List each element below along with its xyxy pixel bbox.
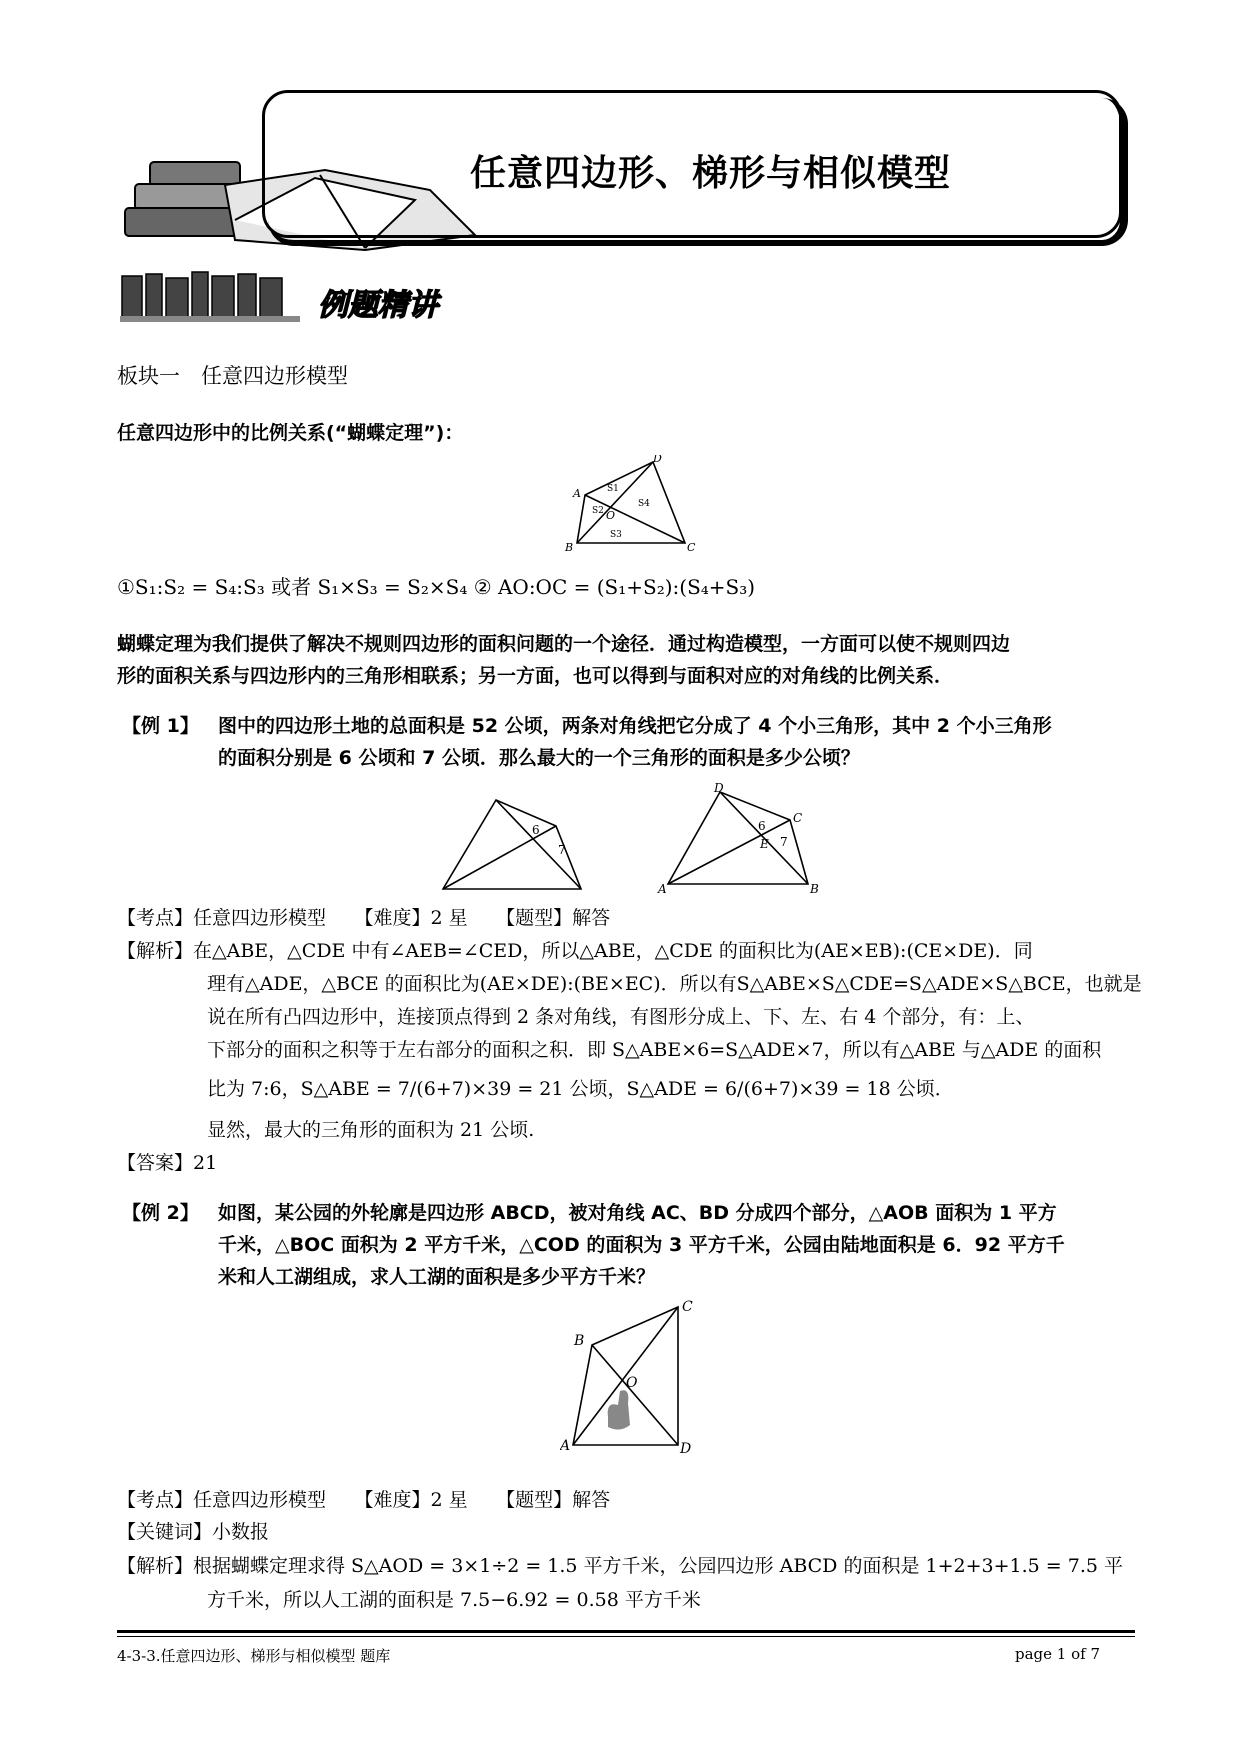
example2-figure — [560, 1295, 710, 1455]
fig3-label-O: O — [626, 1375, 638, 1391]
example1-figure-right — [650, 780, 830, 895]
footer-left: 4-3-3.任意四边形、梯形与相似模型 题库 — [117, 1647, 391, 1665]
example1-solution-5: 比为 7:6，S△ABE = 7/(6+7)×39 = 21 公顷，S△ADE = 6/(6+7)×39 = 18 公顷． — [207, 1078, 954, 1100]
fig3-label-D: D — [680, 1441, 692, 1455]
example1-solution-3: 说在所有凸四边形中，连接顶点得到 2 条对角线，有图形分成上、下、左、右 4 个部分，有：上、 — [207, 1006, 1035, 1028]
label-D: D — [653, 455, 662, 465]
example1-solution-2: 理有△ADE，△BCE 的面积比为(AE×DE):(BE×EC)．所以有S△ABE×S△CDE=S△ADE×S△BCE，也就是 — [207, 973, 1142, 995]
theorem-intro: 任意四边形中的比例关系(“蝴蝶定理”)： — [117, 422, 464, 444]
fig2-value-7: 7 — [780, 835, 788, 849]
fig3-label-B: B — [574, 1333, 585, 1349]
label-A: A — [573, 487, 581, 500]
label-S4: S4 — [638, 499, 650, 509]
example2-question-2: 千米，△BOC 面积为 2 平方千米，△COD 的面积为 3 平方千米，公园由陆地面积是 6．92 平方千 — [218, 1234, 1065, 1256]
fig2-value-6: 6 — [758, 819, 766, 833]
footer-rule — [117, 1630, 1135, 1633]
page-title: 任意四边形、梯形与相似模型 — [470, 153, 952, 194]
example1-solution-4: 下部分的面积之积等于左右部分的面积之积．即 S△ABE×6=S△ADE×7，所以有△ABE 与△ADE 的面积 — [207, 1039, 1102, 1061]
example2-question-3: 米和人工湖组成，求人工湖的面积是多少平方千米？ — [218, 1266, 656, 1288]
label-B: B — [565, 541, 574, 554]
example2-label: 【例 2】 — [122, 1202, 199, 1224]
example2-question-1: 如图，某公园的外轮廓是四边形 ABCD，被对角线 AC、BD 分成四个部分，△AOB 面积为 1 平方 — [218, 1202, 1057, 1224]
fig3-label-A: A — [560, 1438, 571, 1454]
label-S3: S3 — [610, 530, 622, 540]
fig3-label-C: C — [682, 1299, 693, 1315]
example2-solution-1: 【解析】根据蝴蝶定理求得 S△AOD = 3×1÷2 = 1.5 平方千米，公园四边形 ABCD 的面积是 1+2+3+1.5 = 7.5 平 — [117, 1555, 1123, 1577]
explanation-line-2: 形的面积关系与四边形内的三角形相联系；另一方面，也可以得到与面积对应的对角线的比例关系． — [117, 665, 954, 687]
example1-answer: 【答案】21 — [117, 1152, 218, 1174]
example1-question-1: 图中的四边形土地的总面积是 52 公顷，两条对角线把它分成了 4 个小三角形，其中 2 个小三角形 — [218, 715, 1052, 737]
fig2-label-C: C — [793, 811, 803, 825]
example2-meta: 【考点】任意四边形模型 【难度】2 星 【题型】解答 — [117, 1489, 611, 1511]
fig2-label-B: B — [810, 882, 819, 895]
banner-graphic — [120, 270, 300, 324]
example1-solution-1: 【解析】在△ABE，△CDE 中有∠AEB=∠CED，所以△ABE，△CDE 的面积比为(AE×EB):(CE×DE)．同 — [117, 940, 1033, 962]
fig2-label-E: E — [760, 837, 769, 851]
example1-question-2: 的面积分别是 6 公顷和 7 公顷．那么最大的一个三角形的面积是多少公顷？ — [218, 747, 860, 769]
butterfly-diagram — [555, 455, 705, 555]
example1-figure-left — [438, 795, 588, 895]
butterfly-formula: ①S₁:S₂ = S₄:S₃ 或者 S₁×S₃ = S₂×S₄ ② AO:OC = (S₁+S₂):(S₄+S₃) — [117, 575, 756, 599]
fig2-label-D: D — [714, 781, 724, 795]
example1-label: 【例 1】 — [122, 715, 199, 737]
fig1-value-6: 6 — [532, 823, 540, 837]
label-S2: S2 — [592, 506, 604, 516]
section-banner-text: 例题精讲 — [318, 288, 438, 323]
example2-solution-2: 方千米，所以人工湖的面积是 7.5−6.92 = 0.58 平方千米 — [207, 1589, 701, 1611]
label-C: C — [687, 541, 696, 554]
footer-page-number: page 1 of 7 — [1015, 1645, 1100, 1663]
block-heading: 板块一 任意四边形模型 — [117, 364, 348, 388]
label-S1: S1 — [607, 484, 619, 494]
example1-meta: 【考点】任意四边形模型 【难度】2 星 【题型】解答 — [117, 907, 611, 929]
explanation-line-1: 蝴蝶定理为我们提供了解决不规则四边形的面积问题的一个途径．通过构造模型，一方面可以使不规则四边 — [117, 633, 1011, 655]
fig1-value-7: 7 — [558, 843, 566, 857]
label-O: O — [606, 509, 616, 522]
footer-rule-thin — [117, 1636, 1135, 1637]
fig2-label-A: A — [658, 882, 667, 895]
example2-keywords: 【关键词】小数报 — [117, 1521, 270, 1543]
example1-solution-6: 显然，最大的三角形的面积为 21 公顷. — [207, 1119, 535, 1141]
